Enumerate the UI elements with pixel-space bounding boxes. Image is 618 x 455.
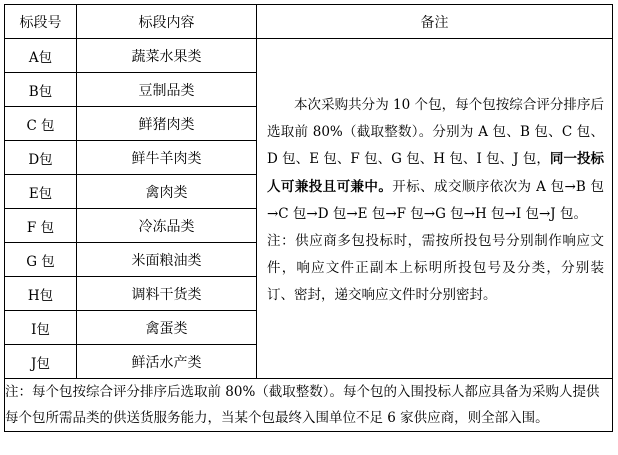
package-number-cell: A包 [5, 39, 77, 73]
package-number-cell: H包 [5, 277, 77, 311]
table-footnote: 注：每个包按综合评分排序后选取前 80%（截取整数）。每个包的入围投标人都应具备为采购人提供每个包所需品类的供送货服务能力，当某个包最终入围单位不足 6 家供应商，则全部入围。 [5, 379, 613, 432]
header-package-content: 标段内容 [77, 5, 257, 39]
package-content-cell: 鲜猪肉类 [77, 107, 257, 141]
remark-order: 开标、成交顺序依次为 A 包→B 包→C 包→D 包→E 包→F 包→G 包→H 包→I 包→J 包。 [267, 178, 605, 222]
package-content-cell: 鲜牛羊肉类 [77, 141, 257, 175]
package-content-cell: 禽蛋类 [77, 311, 257, 345]
package-content-cell: 蔬菜水果类 [77, 39, 257, 73]
remark-text [257, 39, 612, 310]
table-row [5, 39, 613, 73]
bid-package-table [4, 4, 613, 432]
header-remark: 备注 [257, 5, 613, 39]
package-number-cell: J包 [5, 345, 77, 379]
package-number-cell: I包 [5, 311, 77, 345]
package-number-cell: C 包 [5, 107, 77, 141]
remark-cell [257, 39, 613, 379]
remark-paragraph-1 [267, 92, 604, 228]
table-header-row [5, 5, 613, 39]
package-content-cell: 米面粮油类 [77, 243, 257, 277]
package-number-cell: F 包 [5, 209, 77, 243]
package-number-cell: E包 [5, 175, 77, 209]
package-content-cell: 调料干货类 [77, 277, 257, 311]
remark-bold-note: 同一投标人可兼投且可兼中。 [267, 151, 604, 195]
package-content-cell: 鲜活水产类 [77, 345, 257, 379]
remark-paragraph-2: 注：供应商多包投标时，需按所投包号分别制作响应文件，响应文件正副本上标明所投包号及分类，分别装订、密封，递交响应文件时分别密封。 [267, 233, 604, 304]
header-package-number: 标段号 [5, 5, 77, 39]
package-content-cell: 豆制品类 [77, 73, 257, 107]
package-content-cell: 冷冻品类 [77, 209, 257, 243]
package-number-cell: G 包 [5, 243, 77, 277]
package-number-cell: D包 [5, 141, 77, 175]
package-number-cell: B包 [5, 73, 77, 107]
remark-intro: 本次采购共分为 10 个包，每个包按综合评分排序后选取前 80%（截取整数）。分别为 A 包、B 包、C 包、D 包、E 包、F 包、G 包、H 包、I 包、J 包， [267, 97, 604, 168]
package-content-cell: 禽肉类 [77, 175, 257, 209]
footnote-row [5, 379, 613, 432]
